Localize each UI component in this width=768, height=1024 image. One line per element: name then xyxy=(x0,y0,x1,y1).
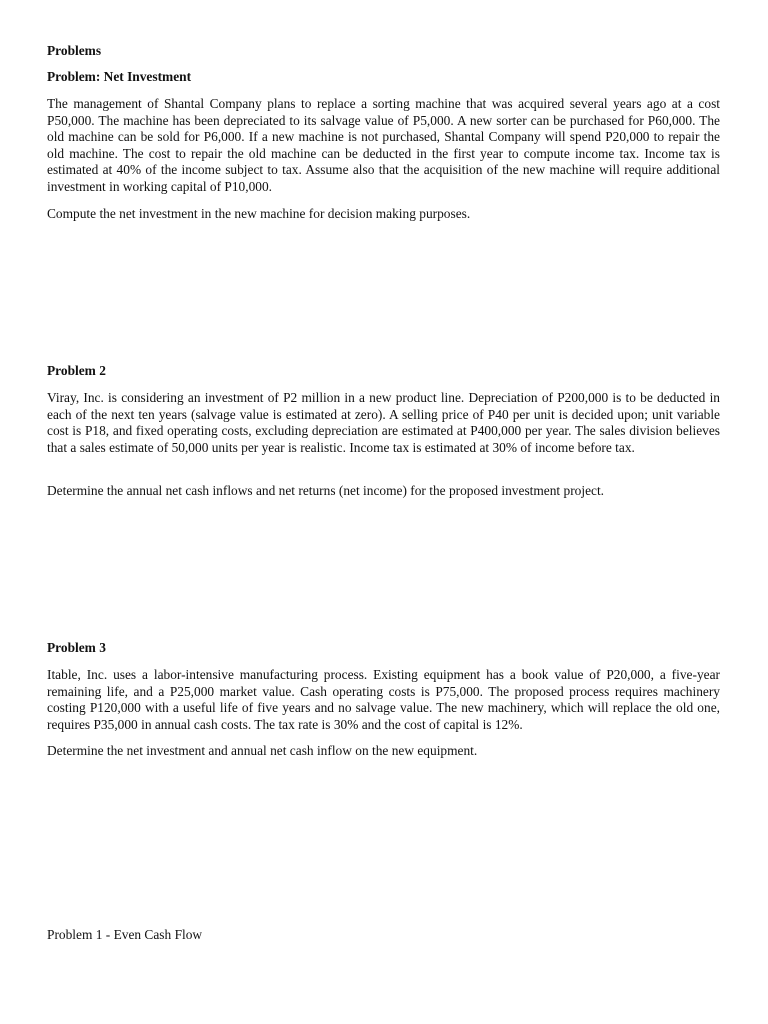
footer-heading: Problem 1 - Even Cash Flow xyxy=(47,927,203,942)
problem-3-body: Itable, Inc. uses a labor-intensive manufacturing process. Existing equipment has a book value of P20,000, a five-year remaining life, and a P25,000 market value. Cash operating costs is P75,000. The proposed process requires machinery costing P120,000 with a useful life of five years and no salvage value. The new machinery, which will replace the old one, requires P35,000 in annual cash costs. The tax rate is 30% and the cost of capital is 12%. xyxy=(47,667,720,732)
section-title: Problems xyxy=(47,43,102,58)
problem-2-question: Determine the annual net cash inflows and net returns (net income) for the proposed investment project. xyxy=(47,483,605,498)
problem-1-title: Problem: Net Investment xyxy=(47,69,192,84)
problem-3-title: Problem 3 xyxy=(47,640,106,655)
problem-1-question: Compute the net investment in the new machine for decision making purposes. xyxy=(47,206,471,221)
problem-2-body: Viray, Inc. is considering an investment of P2 million in a new product line. Depreciation of P200,000 is to be deducted in each of the next ten years (salvage value is estimated at zero). A selling price of P40 per unit is decided upon; unit variable cost is P18, and fixed operating costs, excluding depreciation are estimated at P400,000 per year. The sales division believes that a sales estimate of 50,000 units per year is realistic. Income tax is estimated at 30% of income before tax. xyxy=(47,390,720,455)
problem-1-body: The management of Shantal Company plans to replace a sorting machine that was acquired several years ago at a cost P50,000. The machine has been depreciated to its salvage value of P5,000. A new sorter can be purchased for P60,000. The old machine can be sold for P6,000. If a new machine is not purchased, Shantal Company will spend P20,000 to repair the old machine. The cost to repair the old machine can be deducted in the first year to compute income tax. Income tax is estimated at 40% of the income subject to tax. Assume also that the acquisition of the new machine will require additional investment in working capital of P10,000. xyxy=(47,96,720,194)
problem-2-title: Problem 2 xyxy=(47,363,106,378)
problem-3-question: Determine the net investment and annual net cash inflow on the new equipment. xyxy=(47,743,478,758)
